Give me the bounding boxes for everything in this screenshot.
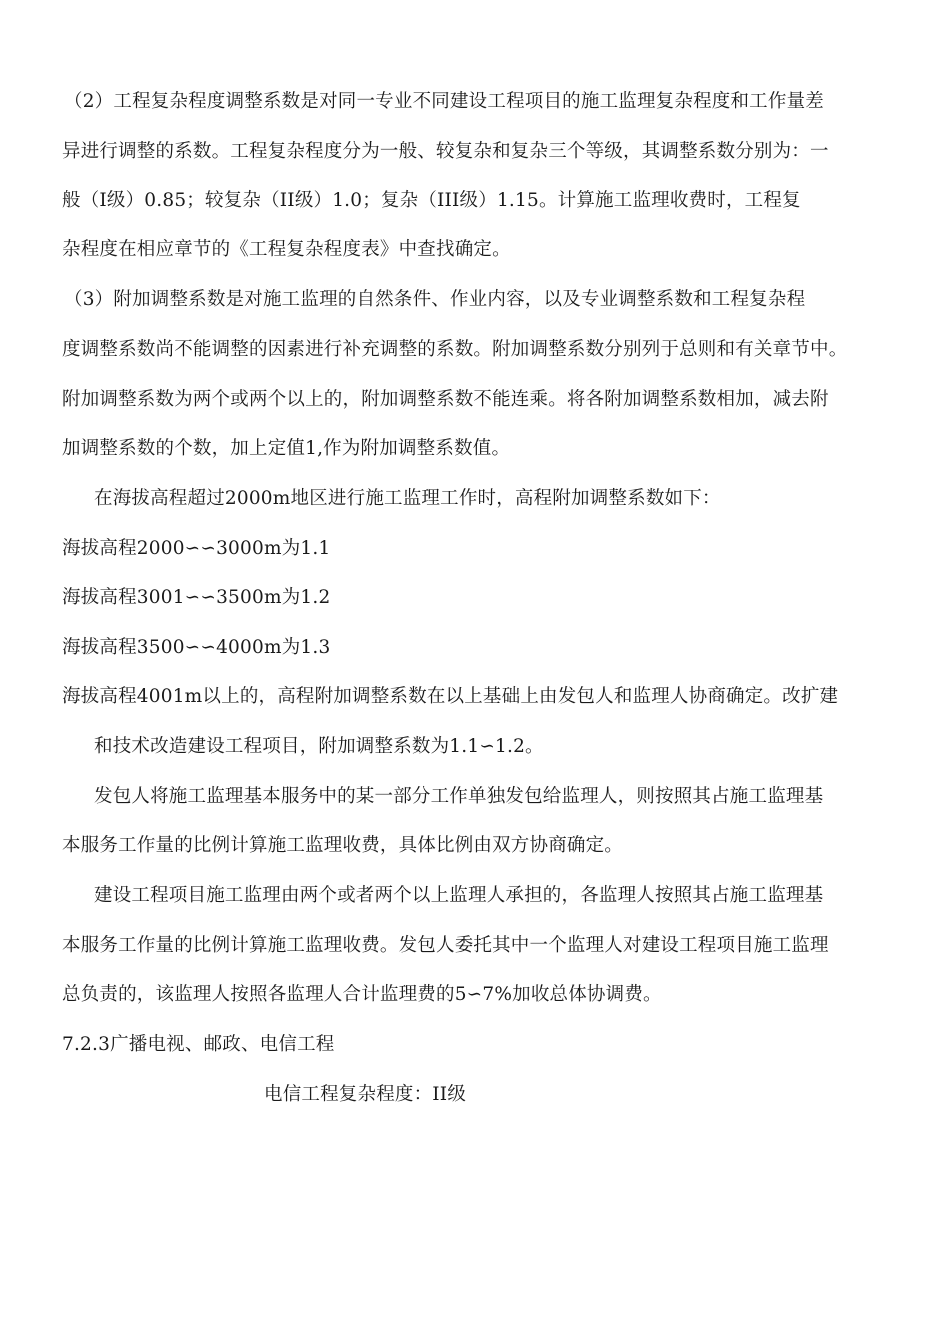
paragraph-2-line-3: 般（I级）0.85；较复杂（II级）1.0；复杂（III级）1.15。计算施工监理收费时，工程复 <box>62 190 801 211</box>
joint-supervision-line-2: 本服务工作量的比例计算施工监理收费。发包人委托其中一个监理人对建设工程项目施工监理 <box>62 935 829 956</box>
renovation-note: 和技术改造建设工程项目，附加调整系数为1.1∽1.2。 <box>94 736 544 757</box>
altitude-intro: 在海拔高程超过2000m地区进行施工监理工作时，高程附加调整系数如下： <box>94 488 721 509</box>
section-heading: 7.2.3广播电视、邮政、电信工程 <box>62 1034 335 1055</box>
altitude-row-1: 海拔高程2000∽∽3000m为1.1 <box>62 538 331 559</box>
paragraph-2-line-1: （2）工程复杂程度调整系数是对同一专业不同建设工程项目的施工监理复杂程度和工作量差 <box>64 91 824 112</box>
paragraph-2-line-4: 杂程度在相应章节的《工程复杂程度表》中查找确定。 <box>62 239 511 260</box>
paragraph-3-line-3: 附加调整系数为两个或两个以上的，附加调整系数不能连乘。将各附加调整系数相加，减去附 <box>62 389 829 410</box>
paragraph-3-line-4: 加调整系数的个数，加上定值1,作为附加调整系数值。 <box>62 438 511 459</box>
altitude-row-2: 海拔高程3001∽∽3500m为1.2 <box>62 587 331 608</box>
joint-supervision-line-3: 总负责的，该监理人按照各监理人合计监理费的5∽7%加收总体协调费。 <box>62 984 662 1005</box>
subcontract-line-2: 本服务工作量的比例计算施工监理收费，具体比例由双方协商确定。 <box>62 835 624 856</box>
paragraph-2-line-2: 异进行调整的系数。工程复杂程度分为一般、较复杂和复杂三个等级，其调整系数分别为：一 <box>62 141 829 162</box>
paragraph-3-line-2: 度调整系数尚不能调整的因素进行补充调整的系数。附加调整系数分别列于总则和有关章节中。 <box>62 339 848 360</box>
joint-supervision-line-1: 建设工程项目施工监理由两个或者两个以上监理人承担的，各监理人按照其占施工监理基 <box>94 885 824 906</box>
paragraph-3-line-1: （3）附加调整系数是对施工监理的自然条件、作业内容，以及专业调整系数和工程复杂程 <box>64 289 806 310</box>
complexity-label: 电信工程复杂程度：II级 <box>264 1084 467 1105</box>
subcontract-line-1: 发包人将施工监理基本服务中的某一部分工作单独发包给监理人，则按照其占施工监理基 <box>94 786 824 807</box>
altitude-row-3: 海拔高程3500∽∽4000m为1.3 <box>62 637 331 658</box>
altitude-row-4: 海拔高程4001m以上的，高程附加调整系数在以上基础上由发包人和监理人协商确定。改扩建 <box>62 686 839 707</box>
